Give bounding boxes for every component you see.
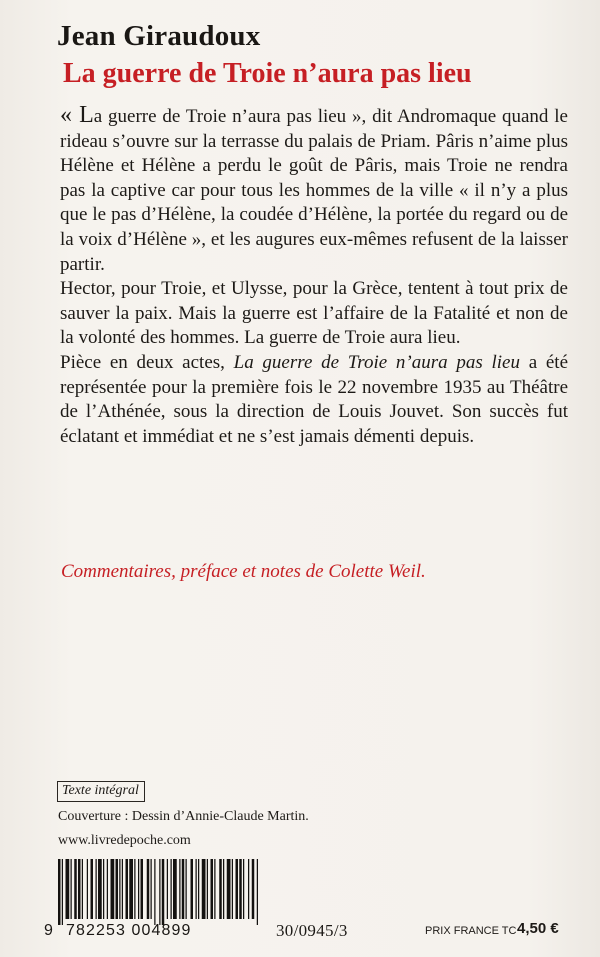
barcode-bar	[147, 859, 150, 919]
barcode-bar	[186, 859, 187, 919]
barcode-icon	[58, 859, 259, 925]
isbn-remaining-digits: 782253 004899	[66, 922, 192, 939]
barcode-bar	[223, 859, 224, 919]
barcode-bar	[182, 859, 185, 919]
barcode-bar	[214, 859, 215, 919]
author-name: Jean Giraudoux	[57, 20, 261, 52]
barcode-bar	[82, 859, 83, 919]
price-label: PRIX FRANCE TC	[425, 925, 517, 937]
barcode-bar	[107, 859, 108, 919]
barcode-bar	[211, 859, 214, 919]
barcode-bar	[196, 859, 197, 919]
blurb	[60, 103, 568, 449]
price-value: 4,50 €	[517, 920, 559, 937]
blurb-paragraph-3	[60, 351, 568, 449]
blurb-dropcap: « L	[60, 102, 94, 128]
barcode-bar	[239, 859, 242, 919]
barcode-bar	[71, 859, 72, 919]
barcode-bar	[66, 859, 70, 919]
blurb-paragraph-1	[60, 103, 568, 277]
barcode-bar	[198, 859, 199, 919]
blurb-paragraph-3-end: a été représentée pour la première fois le 22 novembre 1935 au Théâtre de l’Athénée, sous la direction de Louis Jouvet. Son succès fut éclatant et immédiat et ne s’est jamais démenti depuis.	[60, 351, 568, 447]
barcode-bar	[98, 859, 102, 919]
barcode-bar	[162, 859, 165, 925]
barcode-bar	[227, 859, 231, 919]
barcode-bar	[134, 859, 135, 919]
barcode-bar	[248, 859, 249, 919]
barcode-bars	[58, 859, 259, 925]
barcode-bar	[219, 859, 222, 919]
barcode-bar	[173, 859, 177, 919]
barcode-bar	[74, 859, 77, 919]
barcode-bar	[111, 859, 115, 919]
barcode-bar	[232, 859, 233, 919]
barcode-bar	[236, 859, 239, 919]
barcode-bar	[62, 859, 63, 925]
barcode-bar	[126, 859, 129, 919]
barcode-bar	[58, 859, 61, 925]
edition-code: 30/0945/3	[276, 921, 348, 940]
book-title: La guerre de Troie n’aura pas lieu	[63, 58, 472, 89]
barcode-bar	[96, 859, 97, 919]
barcode-bar	[191, 859, 194, 919]
barcode-bar	[119, 859, 120, 919]
barcode-bar	[122, 859, 123, 919]
blurb-paragraph-1-text: a guerre de Troie n’aura pas lieu », dit Andromaque quand le rideau s’ouvre sur la terrasse du palais de Priam. Pâris n’aime plus Hélène et Hélène a perdu le goût de Pâris, mais Troie ne rendra pas la captive car pour tous les hommes de la ville « il n’y a plus que le pas d’Hélène, la coudée d’Hélène, la portée du regard ou de la voix d’Hélène », et les augures eux-mêmes refusent de la laisser partir.	[60, 106, 568, 275]
barcode-bar	[159, 859, 160, 925]
blurb-paragraph-3-start: Pièce en deux actes,	[60, 351, 234, 373]
barcode-bar	[141, 859, 144, 919]
barcode-bar	[252, 859, 255, 919]
barcode-bar	[78, 859, 81, 919]
isbn-first-digit: 9	[44, 922, 54, 939]
barcode-bar	[179, 859, 180, 919]
blurb-paragraph-2: Hector, pour Troie, et Ulysse, pour la Grèce, tentent à tout prix de sauver la paix. Mais la guerre est l’affaire de la Fatalité et non de la volonté des hommes. La guerre de Troie aura lieu.	[60, 278, 568, 349]
barcode-bar	[91, 859, 94, 919]
barcode-bar	[207, 859, 208, 919]
barcode-bar	[129, 859, 133, 919]
cover-credit: Couverture : Dessin d’Annie-Claude Martin.	[58, 809, 309, 824]
barcode-bar	[103, 859, 104, 919]
barcode-bar	[167, 859, 168, 919]
blurb-play-title: La guerre de Troie n’aura pas lieu	[233, 351, 520, 373]
barcode-bar	[116, 859, 119, 919]
barcode-bar	[202, 859, 206, 919]
editorial-credits: Commentaires, préface et notes de Colette Weil.	[61, 561, 426, 582]
barcode-bar	[151, 859, 152, 919]
barcode-bar	[154, 859, 155, 925]
barcode-bar	[243, 859, 244, 919]
barcode-bar	[87, 859, 88, 919]
full-text-badge: Texte intégral	[57, 781, 145, 802]
barcode-bar	[138, 859, 139, 919]
barcode-bar	[171, 859, 172, 919]
publisher-website: www.livredepoche.com	[58, 833, 191, 848]
barcode-bar	[257, 859, 258, 925]
